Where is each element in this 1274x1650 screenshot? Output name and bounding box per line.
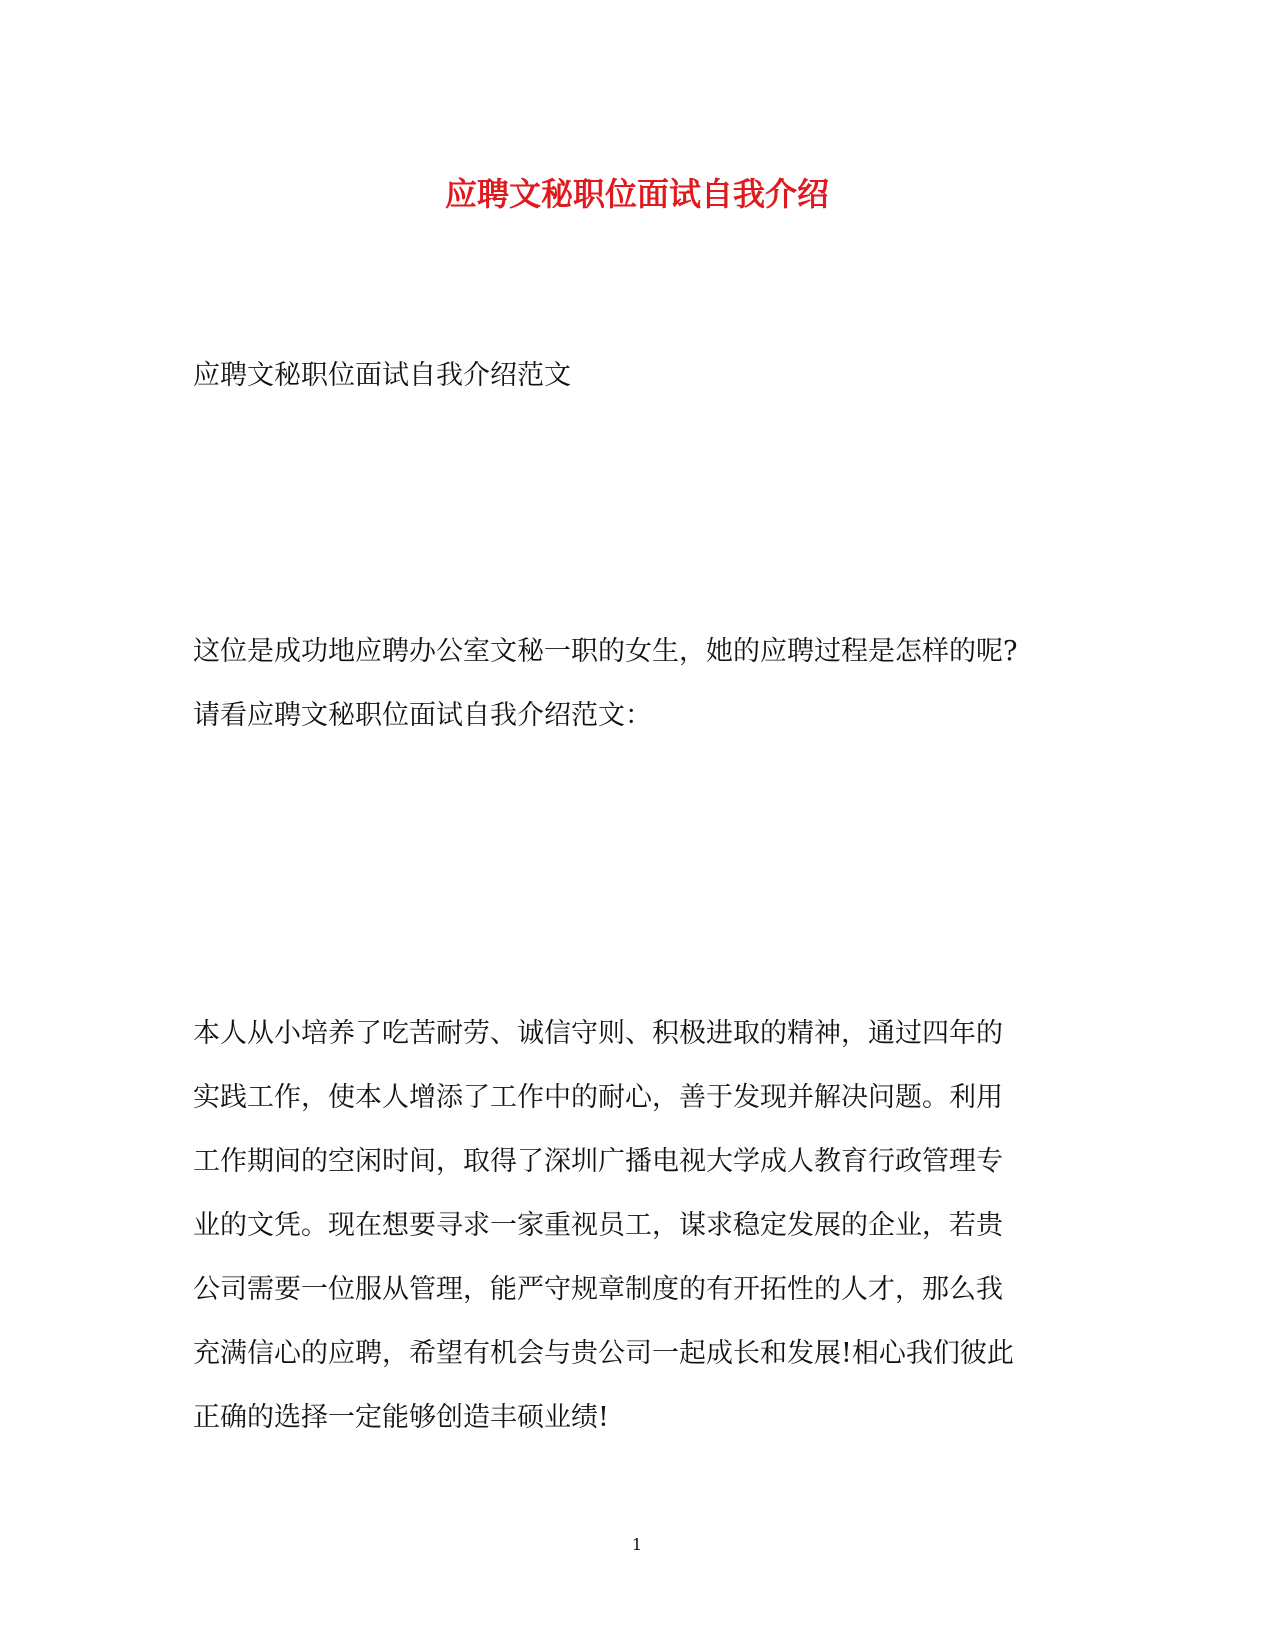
body-paragraph — [193, 1002, 1093, 1450]
body-line: 工作期间的空闲时间，取得了深圳广播电视大学成人教育行政管理专 — [193, 1146, 1003, 1177]
body-line: 充满信心的应聘，希望有机会与贵公司一起成长和发展!相心我们彼此 — [193, 1338, 1014, 1369]
intro-line: 请看应聘文秘职位面试自我介绍范文： — [193, 700, 652, 731]
page-number: 1 — [631, 1535, 643, 1554]
body-line: 业的文凭。现在想要寻求一家重视员工，谋求稳定发展的企业，若贵 — [193, 1210, 1003, 1241]
intro-line: 这位是成功地应聘办公室文秘一职的女生，她的应聘过程是怎样的呢? — [193, 636, 1018, 667]
body-line: 实践工作，使本人增添了工作中的耐心，善于发现并解决问题。利用 — [193, 1082, 1003, 1113]
body-line: 正确的选择一定能够创造丰硕业绩! — [193, 1402, 609, 1433]
body-line: 公司需要一位服从管理，能严守规章制度的有开拓性的人才，那么我 — [193, 1274, 1003, 1305]
body-line: 本人从小培养了吃苦耐劳、诚信守则、积极进取的精神，通过四年的 — [193, 1018, 1003, 1049]
document-subtitle: 应聘文秘职位面试自我介绍范文 — [193, 360, 571, 391]
document-title: 应聘文秘职位面试自我介绍 — [444, 175, 829, 213]
intro-paragraph — [193, 620, 1093, 748]
